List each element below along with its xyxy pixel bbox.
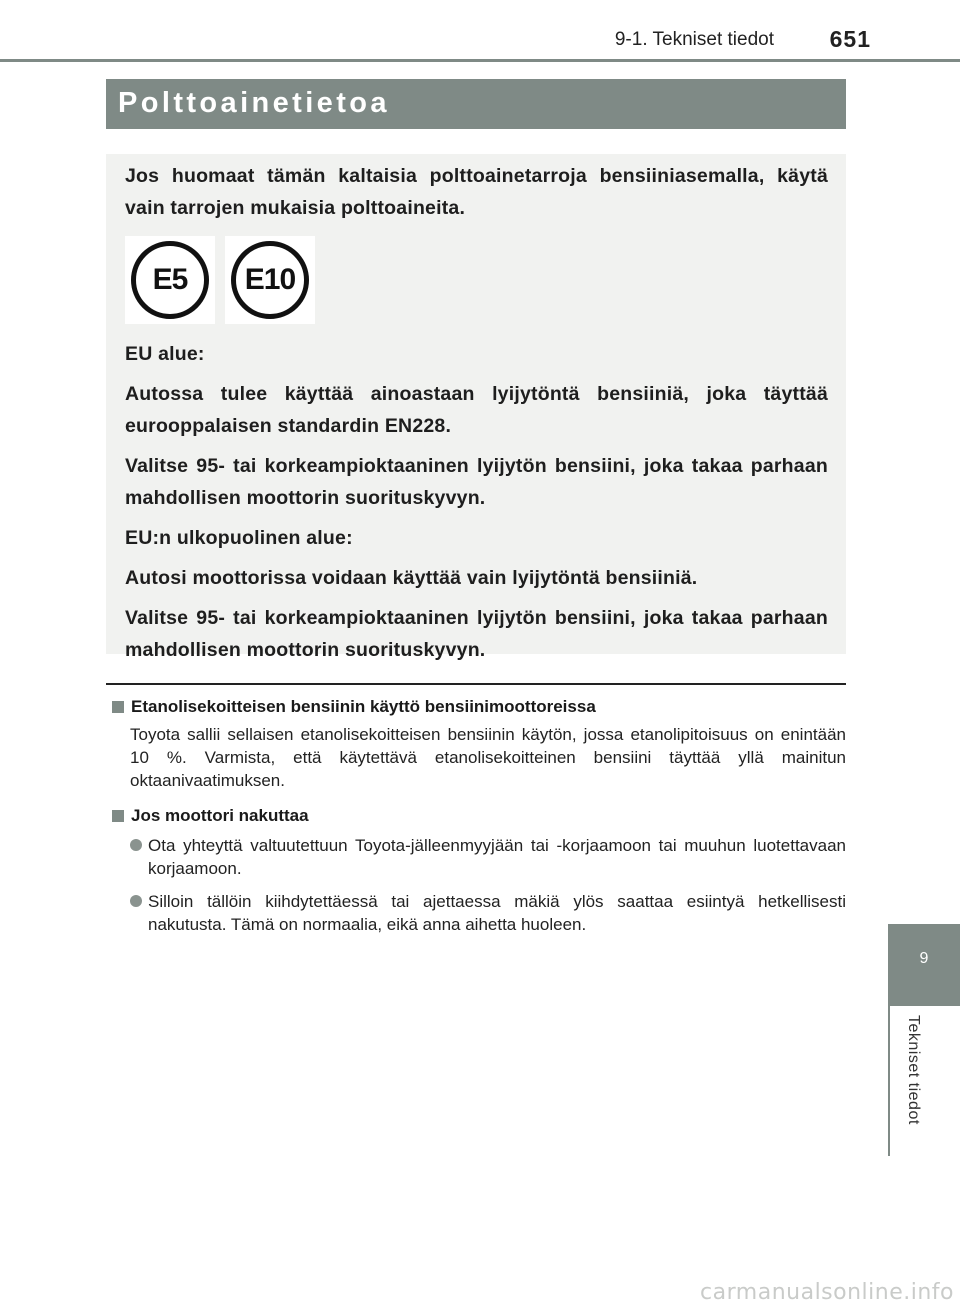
chapter-tab: 9 xyxy=(888,924,960,1006)
eu-heading: EU alue: xyxy=(125,343,205,365)
page-title: Polttoainetietoa xyxy=(106,79,846,129)
fuel-label-e10 xyxy=(225,236,315,324)
knock-bullet-2-text: Silloin tällöin kiihdytettäessä tai ajettaessa mäkiä ylös saattaa esiintyä hetkellisesti nakutusta. Tämä on normaalia, eikä anna aihetta huoleen. xyxy=(148,892,846,934)
fuel-label-circle xyxy=(231,241,309,319)
knock-heading xyxy=(111,804,846,828)
fuel-label-e5 xyxy=(125,236,215,324)
fuel-labels xyxy=(125,236,828,324)
circle-bullet-icon xyxy=(130,895,142,907)
ethanol-heading-text: Etanolisekoitteisen bensiinin käyttö bensiinimoottoreissa xyxy=(131,697,596,716)
knock-bullet-2 xyxy=(130,890,846,936)
page-number: 651 xyxy=(829,26,871,52)
header-section-title: 9-1. Tekniset tiedot xyxy=(614,29,774,50)
square-bullet-icon xyxy=(112,701,124,713)
eu-text-1: Autossa tulee käyttää ainoastaan lyijytöntä bensiiniä, joka täyttää eurooppalaisen standardin EN228. xyxy=(125,383,828,437)
square-bullet-icon xyxy=(112,810,124,822)
fuel-label-text: E5 xyxy=(152,263,188,296)
non-eu-text-2: Valitse 95- tai korkeampioktaaninen lyijytön bensiini, joka takaa parhaan mahdollisen moottorin suorituskyvyn. xyxy=(125,607,828,661)
fuel-label-circle xyxy=(131,241,209,319)
knock-bullet-1 xyxy=(130,834,846,880)
knock-heading-text: Jos moottori nakuttaa xyxy=(131,806,309,825)
ethanol-heading xyxy=(111,695,846,719)
knock-bullet-1-text: Ota yhteyttä valtuutettuun Toyota-jälleenmyyjään tai -korjaamoon tai muuhun luotettavaan korjaamoon. xyxy=(148,836,846,878)
non-eu-text-1: Autosi moottorissa voidaan käyttää vain lyijytöntä bensiiniä. xyxy=(125,567,698,589)
body-text xyxy=(111,695,846,936)
chapter-label: Tekniset tiedot xyxy=(905,1015,922,1125)
fuel-label-text: E10 xyxy=(244,263,296,296)
section-divider xyxy=(106,683,846,685)
ethanol-paragraph: Toyota sallii sellaisen etanolisekoitteisen bensiinin käytön, jossa etanolipitoisuus on enintään 10 %. Varmista, että käytettävä etanolisekoitteinen bensiini täyttää yllä mainitun oktaanivaatimuksen. xyxy=(130,725,846,790)
eu-text-2: Valitse 95- tai korkeampioktaaninen lyijytön bensiini, joka takaa parhaan mahdollisen moottorin suorituskyvyn. xyxy=(125,455,828,509)
circle-bullet-icon xyxy=(130,839,142,851)
non-eu-heading: EU:n ulkopuolinen alue: xyxy=(125,527,353,549)
intro-text: Jos huomaat tämän kaltaisia polttoainetarroja bensiiniasemalla, käytä vain tarrojen mukaisia polttoaineita. xyxy=(125,165,828,219)
header-divider xyxy=(0,59,960,62)
watermark: carmanualsonline.info xyxy=(700,1280,954,1305)
fuel-info-box xyxy=(106,154,846,661)
chapter-tab-strip xyxy=(888,1006,890,1156)
